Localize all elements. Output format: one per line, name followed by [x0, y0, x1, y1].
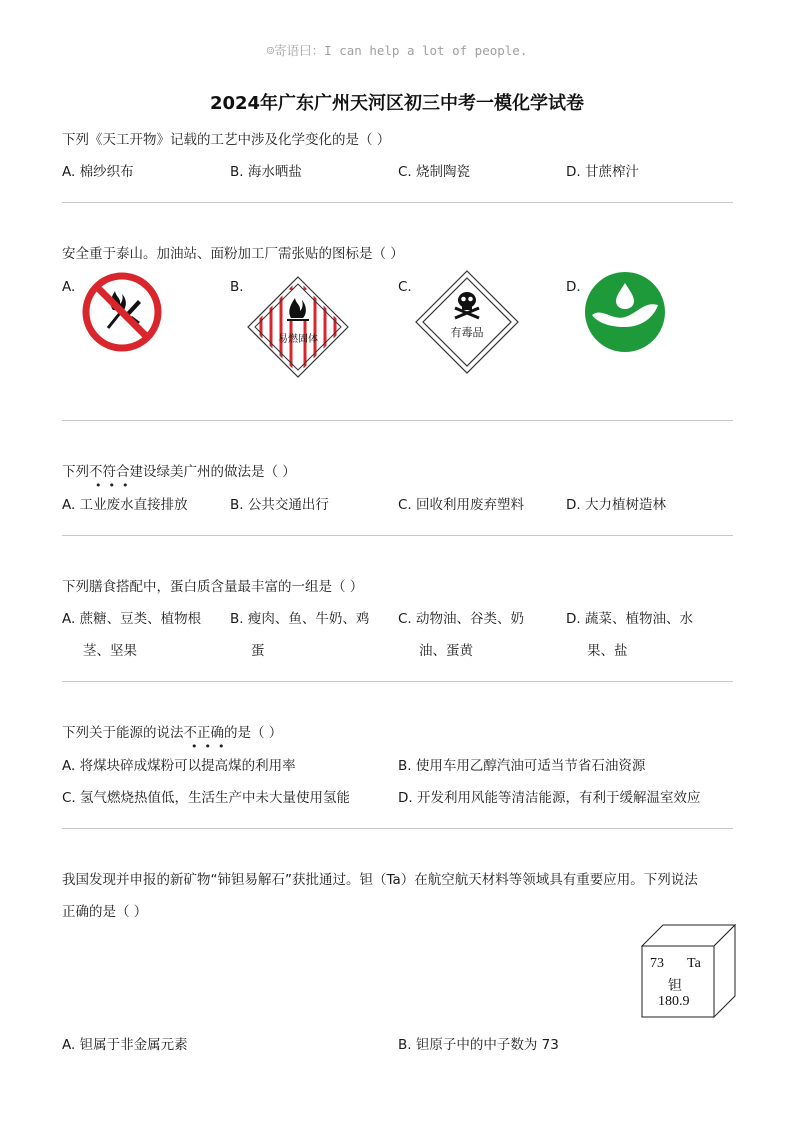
- question-4-option-a-line1: A. 蔗糖、豆类、植物根: [62, 611, 202, 627]
- question-5-option-a: A. 将煤块碎成煤粉可以提高煤的利用率: [62, 758, 296, 774]
- question-2-label-b: B.: [230, 279, 244, 295]
- sign-c-text: 有毒品: [450, 326, 484, 339]
- question-5-option-b: B. 使用车用乙醇汽油可适当节省石油资源: [398, 758, 646, 774]
- flammable-solid-sign-icon: [247, 276, 349, 378]
- question-4-option-c-line1: C. 动物油、谷类、奶: [398, 611, 525, 627]
- atomic-mass: 180.9: [658, 994, 690, 1009]
- question-3-option-c: C. 回收利用废弃塑料: [398, 497, 525, 513]
- question-2-label-c: C.: [398, 279, 412, 295]
- divider: [62, 202, 733, 203]
- question-6-stem-line2: 正确的是（ ）: [62, 904, 148, 920]
- question-6-stem-line1: 我国发现并申报的新矿物“铈钽易解石”获批通过。钽（Ta）在航空航天材料等领域具有重要应用。下列说法: [62, 872, 698, 888]
- toxic-sign-icon: [415, 270, 519, 374]
- atomic-number: 73: [650, 956, 664, 971]
- water-saving-sign-icon: [584, 271, 666, 353]
- no-open-flame-sign-icon: [80, 270, 164, 354]
- question-2-stem: 安全重于泰山。加油站、面粉加工厂需张贴的图标是（ ）: [62, 246, 404, 262]
- question-3-option-a: A. 工业废水直接排放: [62, 497, 188, 513]
- question-4-option-b-line1: B. 瘦肉、鱼、牛奶、鸡: [230, 611, 370, 627]
- question-5-stem: 下列关于能源的说法不正确的是（ ）: [62, 725, 283, 741]
- question-3-option-d: D. 大力植树造林: [566, 497, 666, 513]
- emphasis-dots: •••: [191, 740, 232, 753]
- watermark: ☺寄语曰：I can help a lot of people.: [266, 43, 528, 58]
- question-1-stem: 下列《天工开物》记载的工艺中涉及化学变化的是（ ）: [62, 132, 391, 148]
- divider: [62, 828, 733, 829]
- question-2-label-a: A.: [62, 279, 76, 295]
- divider: [62, 420, 733, 421]
- question-1-option-c: C. 烧制陶瓷: [398, 164, 471, 180]
- emphasis-dots: •••: [95, 479, 136, 492]
- question-4-stem: 下列膳食搭配中，蛋白质含量最丰富的一组是（ ）: [62, 579, 364, 595]
- question-3-option-b: B. 公共交通出行: [230, 497, 329, 513]
- question-4-option-b-line2: 蛋: [251, 643, 265, 659]
- divider: [62, 535, 733, 536]
- question-4-option-c-line2: 油、蛋黄: [419, 643, 473, 659]
- question-1-option-b: B. 海水晒盐: [230, 164, 302, 180]
- question-6-option-a: A. 钽属于非金属元素: [62, 1037, 188, 1053]
- question-2-label-d: D.: [566, 279, 581, 295]
- question-5-option-d: D. 开发利用风能等清洁能源，有利于缓解温室效应: [398, 790, 701, 806]
- element-symbol: Ta: [687, 956, 701, 971]
- question-4-option-a-line2: 茎、坚果: [83, 643, 137, 659]
- sign-b-text: 易燃固体: [278, 334, 318, 345]
- question-4-option-d-line2: 果、盐: [587, 643, 628, 659]
- question-5-option-c: C. 氢气燃烧热值低，生活生产中未大量使用氢能: [62, 790, 351, 806]
- element-name: 钽: [668, 979, 682, 994]
- element-tile-tantalum: [641, 924, 737, 1018]
- page-title: 2024年广东广州天河区初三中考一模化学试卷: [209, 93, 585, 114]
- question-6-option-b: B. 钽原子中的中子数为 73: [398, 1037, 559, 1053]
- question-1-option-a: A. 棉纱织布: [62, 164, 134, 180]
- question-1-option-d: D. 甘蔗榨汁: [566, 164, 639, 180]
- divider: [62, 681, 733, 682]
- question-4-option-d-line1: D. 蔬菜、植物油、水: [566, 611, 693, 627]
- question-3-stem: 下列不符合建设绿美广州的做法是（ ）: [62, 464, 296, 480]
